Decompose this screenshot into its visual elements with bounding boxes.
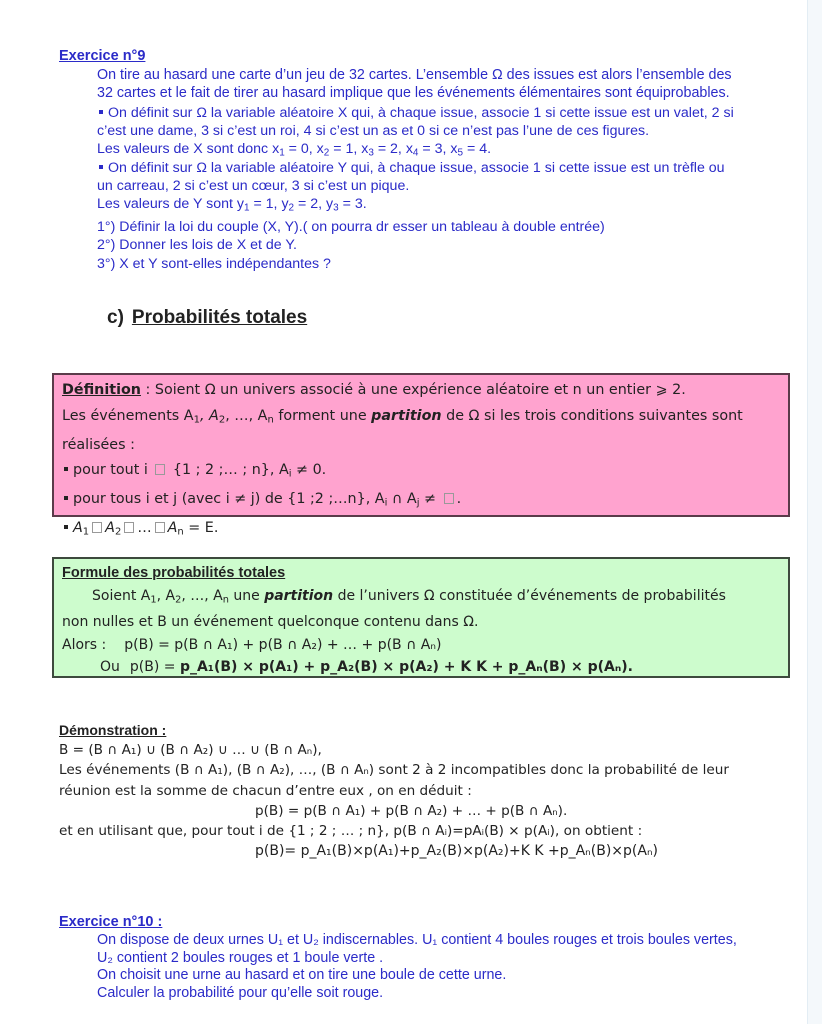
exercise-10-line: Calculer la probabilité pour qu’elle soit rouge. bbox=[97, 984, 384, 1001]
formula-line: Soient $A_1$, $A_2$, …, $A_n$ une partition de l’univers Ω constituée d’événements de probabilités bbox=[92, 587, 726, 605]
bullet-icon bbox=[99, 110, 103, 114]
text: pour tous i et j (avec i ≠ j) de {1 ;2 ;…n}, A bbox=[73, 491, 385, 507]
condition-1: pour tout i {1 ; 2 ;… ; n}, $A_i \ne 0$. bbox=[62, 458, 780, 487]
exercise-9-x-definition bbox=[97, 104, 797, 163]
ou-label: Ou bbox=[100, 659, 120, 676]
y-def-line: un carreau, 2 si c’est un cœur, 3 si c’est un pique. bbox=[97, 178, 410, 195]
text: Les événements A bbox=[62, 407, 194, 424]
sub: 1 bbox=[243, 202, 250, 214]
val: = 2, bbox=[294, 196, 327, 213]
question-3: 3°) X et Y sont-elles indépendantes ? bbox=[97, 255, 331, 272]
condition-2: pour tous i et j (avec i ≠ j) de {1 ;2 ;…n}, $A_i$ ∩ $A_j$ ≠ . bbox=[62, 487, 780, 516]
text: ≠ bbox=[419, 491, 441, 507]
section-title: Probabilités totales bbox=[131, 307, 308, 328]
definition-box bbox=[52, 373, 790, 538]
alors-label: Alors : bbox=[62, 636, 107, 653]
exercise-9-y-definition bbox=[97, 159, 797, 273]
text: de l’univers Ω constituée d’événements de probabilités bbox=[333, 587, 726, 604]
definition-line: : Soient Ω un univers associé à une expérience aléatoire et n un entier ⩾ 2. bbox=[140, 382, 686, 398]
text: de Ω si les trois conditions suivantes sont bbox=[441, 407, 743, 424]
bullet-icon bbox=[64, 525, 68, 529]
exercise-9-line: On tire au hasard une carte d’un jeu de 32 cartes. L’ensemble Ω des issues est alors l’ensemble des bbox=[97, 67, 732, 83]
question-1: 1°) Définir la loi du couple (X, Y).( on pourra dr esser un tableau à double entrée) bbox=[97, 219, 605, 236]
section-label: c) bbox=[107, 307, 124, 328]
text: {1 ; 2 ;… ; n}, A bbox=[168, 462, 289, 478]
definition-line: réalisées : bbox=[62, 436, 135, 453]
missing-glyph-icon bbox=[444, 493, 454, 504]
x-values-prefix: Les valeurs de X sont donc bbox=[97, 141, 273, 158]
val: = 4. bbox=[463, 141, 492, 158]
definition-line: Les événements $A_1$, $A_2$, …, $A_n$ forment une partition de Ω si les trois conditions suivantes sont bbox=[62, 407, 743, 425]
sub: 1 bbox=[279, 147, 285, 159]
demonstration-line: B = (B ∩ A₁) ∪ (B ∩ A₂) ∪ … ∪ (B ∩ Aₙ), bbox=[59, 742, 322, 759]
formula-ou bbox=[62, 656, 780, 679]
formula-alors bbox=[62, 634, 780, 657]
exercise-10-body bbox=[97, 932, 797, 1002]
text: forment une bbox=[273, 407, 372, 424]
total-probability-box bbox=[52, 557, 790, 678]
y-values-prefix: Les valeurs de Y sont bbox=[97, 196, 237, 213]
ou-prefix: p(B) = bbox=[129, 659, 180, 676]
text: = E. bbox=[183, 520, 219, 536]
exercise-9-body bbox=[97, 66, 797, 102]
demonstration-equation: p(B)= p_A₁(B)×p(A₁)+p_A₂(B)×p(A₂)+K K +p_Aₙ(B)×p(Aₙ) bbox=[255, 843, 658, 860]
condition-3: $A_1$ $A_2$ … $A_n = E$. bbox=[62, 516, 780, 545]
val: = 1, bbox=[329, 141, 362, 158]
demonstration-line: et en utilisant que, pour tout i de {1 ; 2 ; … ; n}, p(B ∩ Aᵢ)=pAᵢ(B) × p(Aᵢ), on obtient : bbox=[59, 823, 643, 840]
missing-glyph-icon bbox=[155, 464, 165, 475]
partition-term: partition bbox=[371, 407, 442, 424]
text: ≠ 0. bbox=[291, 462, 327, 478]
sub: 3 bbox=[368, 147, 374, 159]
x-def-line: On définit sur Ω la variable aléatoire X qui, à chaque issue, associe 1 si cette issue est un valet, 2 si bbox=[108, 105, 734, 121]
text: . bbox=[456, 491, 462, 507]
sub: 5 bbox=[457, 147, 464, 159]
val: = 1, bbox=[249, 196, 282, 213]
formula-title: Formule des probabilités totales bbox=[62, 565, 286, 581]
exercise-10-title: Exercice n°10 : bbox=[59, 914, 163, 930]
demonstration-equation: p(B) = p(B ∩ A₁) + p(B ∩ A₂) + … + p(B ∩ Aₙ). bbox=[255, 802, 568, 819]
val: = 3. bbox=[338, 196, 367, 213]
bullet-icon bbox=[64, 496, 68, 500]
demonstration bbox=[59, 720, 799, 861]
ou-formula: p_A₁(B) × p(A₁) + p_A₂(B) × p(A₂) + K K + p_Aₙ(B) × p(Aₙ). bbox=[179, 659, 633, 676]
sub: 2 bbox=[288, 202, 295, 214]
text: Soient A bbox=[92, 587, 151, 604]
sub: 3 bbox=[333, 202, 339, 214]
y-values-line: Les valeurs de Y sont $y_1 = 1$, $y_2 = 2$, $y_3 = 3$. bbox=[97, 196, 367, 214]
y-def-line: On définit sur Ω la variable aléatoire Y qui, à chaque issue, associe 1 si cette issue est un trèfle ou bbox=[108, 160, 725, 176]
missing-glyph-icon bbox=[124, 522, 134, 533]
val: = 0, bbox=[284, 141, 317, 158]
missing-glyph-icon bbox=[92, 522, 102, 533]
bullet-icon bbox=[99, 165, 103, 169]
sub: 4 bbox=[412, 147, 419, 159]
question-2: 2°) Donner les lois de X et de Y. bbox=[97, 237, 297, 254]
demonstration-title: Démonstration : bbox=[59, 722, 167, 738]
exercise-9-title: Exercice n°9 bbox=[59, 48, 146, 64]
demonstration-line: Les événements (B ∩ A₁), (B ∩ A₂), …, (B ∩ Aₙ) sont 2 à 2 incompatibles donc la probabilité de leur bbox=[59, 762, 729, 779]
section-heading bbox=[107, 307, 307, 329]
text: ∩ A bbox=[387, 491, 417, 507]
definition-title: Définition bbox=[62, 382, 141, 398]
alors-formula: p(B) = p(B ∩ A₁) + p(B ∩ A₂) + … + p(B ∩ Aₙ) bbox=[124, 636, 442, 653]
x-values-line: Les valeurs de X sont donc $x_1 = 0$, $x_2 = 1$, $x_3 = 2$, $x_4 = 3$, $x_5 = 4$. bbox=[97, 141, 492, 159]
x-def-line: c’est une dame, 3 si c’est un roi, 4 si c’est un as et 0 si ce n’est pas l’une de ces figures. bbox=[97, 123, 650, 140]
exercise-10-line: U₂ contient 2 boules rouges et 1 boule verte . bbox=[97, 949, 384, 966]
demonstration-line: réunion est la somme de chacun d’entre eux , on en déduit : bbox=[59, 782, 472, 799]
text: pour tout i bbox=[73, 462, 153, 478]
exercise-10-line: On dispose de deux urnes U₁ et U₂ indiscernables. U₁ contient 4 boules rouges et trois boules vertes, bbox=[97, 932, 737, 948]
text: une bbox=[228, 587, 265, 604]
exercise-9-line: 32 cartes et le fait de tirer au hasard implique que les événements élémentaires sont équiprobables. bbox=[97, 85, 730, 102]
exercise-10-line: On choisit une urne au hasard et on tire une boule de cette urne. bbox=[97, 967, 507, 984]
partition-term: partition bbox=[264, 587, 334, 604]
val: = 2, bbox=[373, 141, 406, 158]
missing-glyph-icon bbox=[155, 522, 165, 533]
bullet-icon bbox=[64, 467, 68, 471]
formula-line: non nulles et B un événement quelconque contenu dans Ω. bbox=[62, 614, 479, 631]
val: = 3, bbox=[418, 141, 451, 158]
page-edge bbox=[807, 0, 822, 1024]
sub: 2 bbox=[323, 147, 330, 159]
